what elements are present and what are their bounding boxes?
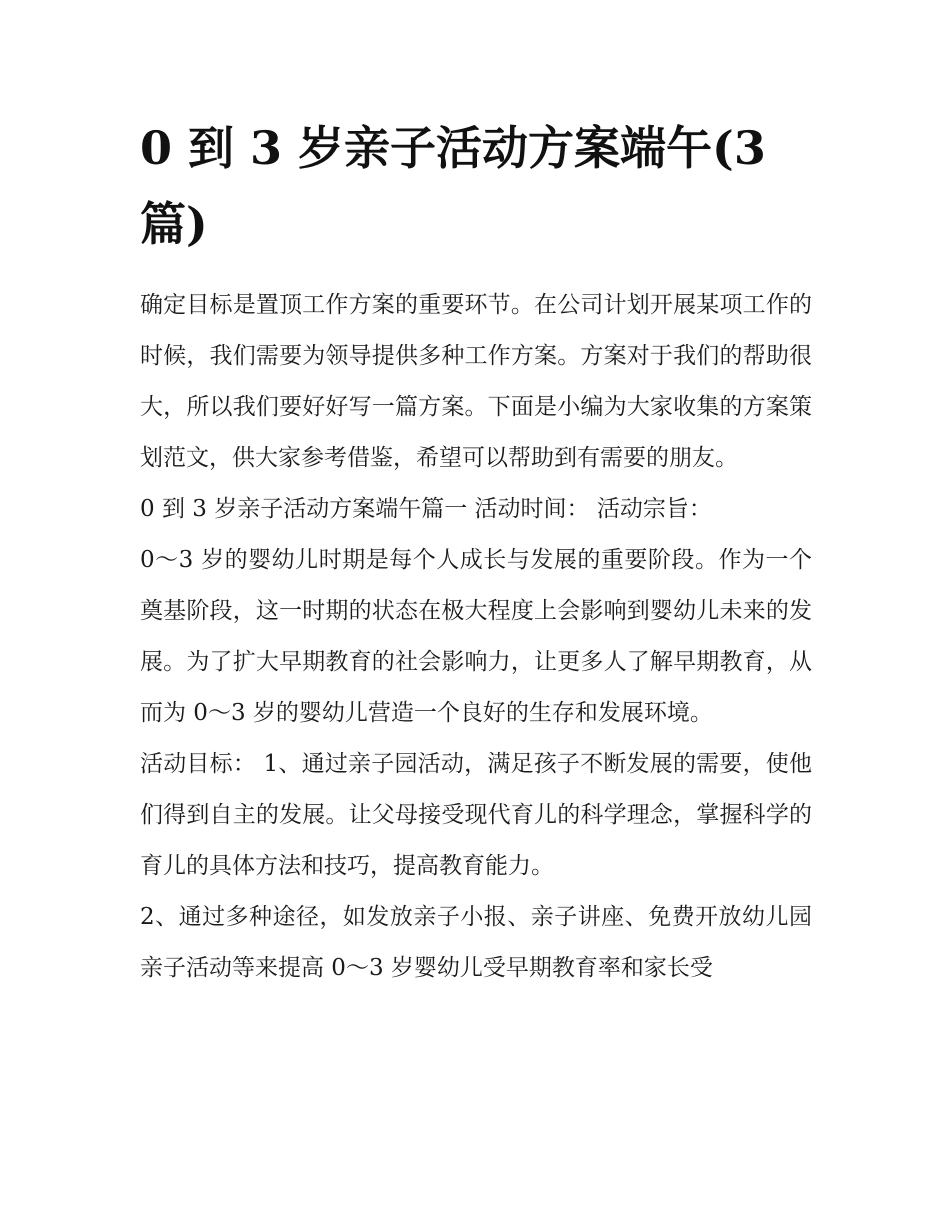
paragraph-goal-1: 活动目标： 1、通过亲子园活动，满足孩子不断发展的需要，使他们得到自主的发展。让父母接受现代育儿的科学理念，掌握科学的育儿的具体方法和技巧，提高教育能力。 — [140, 751, 812, 879]
paragraph-section-heading: 0 到 3 岁亲子活动方案端午篇一 活动时间： 活动宗旨： — [140, 496, 712, 522]
paragraph-goal-2: 2、通过多种途径，如发放亲子小报、亲子讲座、免费开放幼儿园亲子活动等来提高 0～3 岁婴幼儿受早期教育率和家长受 — [140, 904, 812, 981]
paragraph-intro: 确定目标是置顶工作方案的重要环节。在公司计划开展某项工作的时候，我们需要为领导提供多种工作方案。方案对于我们的帮助很大，所以我们要好好写一篇方案。下面是小编为大家收集的方案策划范文，供大家参考借鉴，希望可以帮助到有需要的朋友。 — [140, 292, 812, 471]
document-title: 0 到 3 岁亲子活动方案端午(3篇) — [140, 121, 766, 251]
paragraph-purpose: 0～3 岁的婴幼儿时期是每个人成长与发展的重要阶段。作为一个奠基阶段，这一时期的状态在极大程度上会影响到婴幼儿未来的发展。为了扩大早期教育的社会影响力，让更多人了解早期教育，从而为 0～3 岁的婴幼儿营造一个良好的生存和发展环境。 — [140, 547, 812, 726]
document-body — [140, 280, 812, 994]
